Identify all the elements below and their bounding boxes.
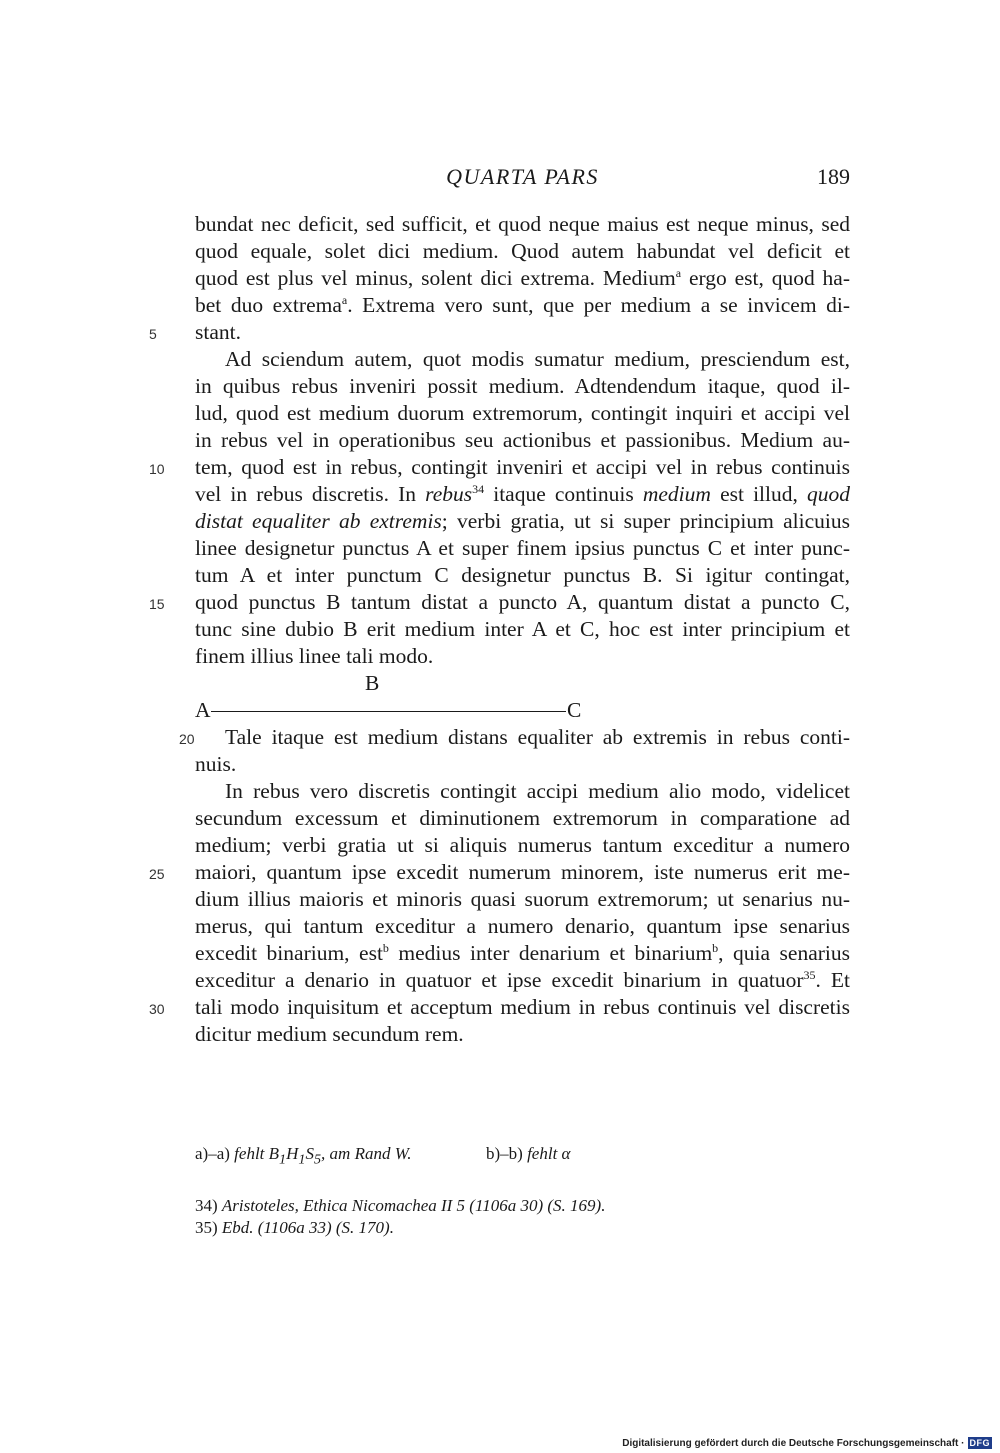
text-line: 30 tali modo inquisitum et acceptum medium in rebus continuis vel discretis xyxy=(195,994,850,1021)
text-line: secundum excessum et diminutionem extremorum in comparatione ad xyxy=(195,806,850,830)
text-line: medium; verbi gratia ut si aliquis numerus tantum exceditur a numero xyxy=(195,833,850,857)
line-number: 25 xyxy=(149,866,165,882)
page-header xyxy=(195,164,850,194)
text-line: 25 maiori, quantum ipse excedit numerum minorem, iste numerus erit me- xyxy=(195,859,850,886)
text-line: vel in rebus discretis. In rebus$^{34}$ itaque continuis medium est illud, quod xyxy=(195,482,850,506)
critical-apparatus xyxy=(195,1143,850,1170)
text-line: In rebus vero discretis contingit accipi medium alio modo, videlicet xyxy=(225,779,850,803)
dfg-logo: DFG xyxy=(969,1438,990,1448)
apparatus-b: b)–b) fehlt α xyxy=(486,1144,571,1163)
text-line: Ad sciendum autem, quot modis sumatur medium, presciendum est, xyxy=(225,347,850,371)
text-line: excedit binarium, est$^b$ medius inter denarium et binarium$^b$, quia senarius xyxy=(195,941,850,965)
text-line: 15 quod punctus B tantum distat a puncto A, quantum distat a puncto C, xyxy=(195,589,850,616)
diagram-label-a: A xyxy=(195,698,211,722)
digitization-credit: Digitalisierung gefördert durch die Deutsche Forschungsgemeinschaft · DFG xyxy=(622,1437,990,1449)
line-diagram xyxy=(195,697,850,724)
text-line: dium illius maioris et minoris quasi suorum extremorum; ut senarius nu- xyxy=(195,887,850,911)
text-line: bundat nec deficit, sed sufficit, et quod neque maius est neque minus, sed xyxy=(195,212,850,236)
text-line: merus, qui tantum exceditur a numero denario, quantum ipse senarius xyxy=(195,914,850,938)
line-number: 10 xyxy=(149,461,165,477)
text-line: lud, quod est medium duorum extremorum, contingit inquiri et accipi vel xyxy=(195,401,850,425)
diagram-segment xyxy=(211,711,566,712)
text-line: linee designetur punctus A et super finem ipsius punctus C et inter punc- xyxy=(195,536,850,560)
line-number: 20 xyxy=(179,731,195,747)
text-line: finem illius linee tali modo. xyxy=(195,644,434,668)
line-number: 30 xyxy=(149,1001,165,1017)
text-line: tunc sine dubio B erit medium inter A et C, hoc est inter principium et xyxy=(195,617,850,641)
line-number: 5 xyxy=(149,326,157,342)
text-line: exceditur a denario in quatuor et ipse excedit binarium in quatuor$^{35}$. Et xyxy=(195,968,850,992)
text-line: 20 Tale itaque est medium distans equaliter ab extremis in rebus conti- xyxy=(195,724,850,751)
footnote: 35) Ebd. (1106a 33) (S. 170). xyxy=(195,1218,394,1237)
text-line: tum A et inter punctum C designetur punctus B. Si igitur contingat, xyxy=(195,563,850,587)
text-line: quod equale, solet dici medium. Quod autem habundat vel deficit et xyxy=(195,239,850,263)
line-number: 15 xyxy=(149,596,165,612)
footnotes xyxy=(195,1195,850,1239)
diagram-label-b: B xyxy=(365,671,380,695)
text-line: nuis. xyxy=(195,752,237,776)
text-line: in rebus vel in operationibus seu actionibus et passionibus. Medium au- xyxy=(195,428,850,452)
apparatus-a: a)–a) fehlt $B_1H_1S_5$, am Rand W. xyxy=(195,1144,412,1168)
text-line: in quibus rebus inveniri possit medium. Adtendendum itaque, quod il- xyxy=(195,374,850,398)
running-head: QUARTA PARS xyxy=(446,164,599,189)
main-text xyxy=(149,211,850,1048)
footnote: 34) Aristoteles, Ethica Nicomachea II 5 (1106a 30) (S. 169). xyxy=(195,1196,606,1215)
text-line: distat equaliter ab extremis; verbi gratia, ut si super principium alicuius xyxy=(195,509,850,533)
text-line: 10 tem, quod est in rebus, contingit inveniri et accipi vel in rebus continuis xyxy=(195,454,850,481)
diagram-label-c: C xyxy=(567,698,582,722)
text-line: quod est plus vel minus, solent dici extrema. Medium$^a$ ergo est, quod ha- xyxy=(195,266,850,290)
page-number: 189 xyxy=(817,164,850,189)
text-line: bet duo extrema$^a$. Extrema vero sunt, que per medium a se invicem di- xyxy=(195,293,850,317)
text-line: dicitur medium secundum rem. xyxy=(195,1022,464,1046)
text-line: 5 stant. xyxy=(195,319,850,346)
